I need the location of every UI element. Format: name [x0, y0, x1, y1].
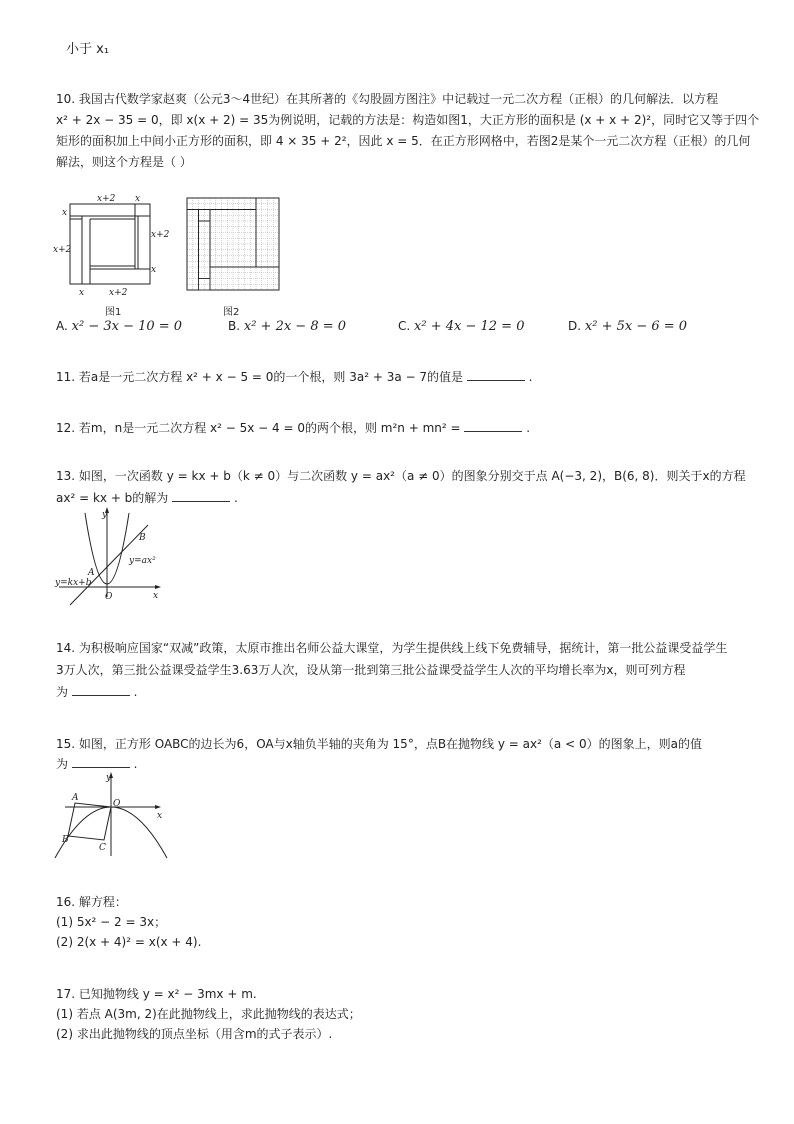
q13-period: .: [233, 491, 238, 505]
option-c-equation: x² + 4x − 12 = 0: [414, 319, 525, 334]
q14-line-3: [56, 682, 138, 702]
q11-answer-blank[interactable]: [467, 368, 525, 381]
q15-line-1: 15. 如图，正方形 OABC的边长为6，OA与x轴负半轴的夹角为 15°，点B在抛物线 y = ax²（a < 0）的图象上，则a的值: [56, 737, 702, 751]
q11-text: 11. 若a是一元二次方程 x² + x − 5 = 0的一个根，则 3a² + 3a − 7的值是: [56, 370, 464, 384]
q10-figure-2: [185, 196, 285, 321]
q16-part-1: (1) 5x² − 2 = 3x；: [56, 915, 167, 929]
q15-figure: [55, 770, 175, 860]
q15-point-b-label: B: [62, 835, 69, 845]
q17-title: 17. 已知抛物线 y = x² − 3mx + m.: [56, 987, 257, 1001]
q12-text: 12. 若m，n是一元二次方程 x² − 5x − 4 = 0的两个根，则 m²n + mn² =: [56, 421, 461, 435]
fig1-label-right-x2: x+2: [151, 230, 170, 240]
q13-line-label: y=kx+b: [55, 578, 92, 588]
fig1-label-top-x2: x+2: [97, 194, 116, 204]
q14-line-2: 3万人次，第三批公益课受益学生3.63万人次，设从第一批到第三批公益课受益学生人次的平均增长率为x，则可列方程: [56, 663, 686, 677]
option-b-letter: B.: [228, 319, 241, 333]
q14-answer-blank[interactable]: [72, 683, 130, 696]
q11: [56, 367, 533, 387]
q10-figure-1: [53, 190, 170, 320]
q12-period: .: [526, 421, 531, 435]
q13-text: ax² = kx + b的解为: [56, 491, 169, 505]
q13-figure: [55, 505, 165, 605]
q15-answer-blank[interactable]: [72, 755, 130, 768]
q12: [56, 418, 530, 438]
q13-origin-label: O: [105, 592, 113, 602]
option-d-equation: x² + 5x − 6 = 0: [584, 319, 688, 334]
q17-part-2: (2) 求出此抛物线的顶点坐标（用含m的式子表示）.: [56, 1027, 333, 1041]
option-d-letter: D.: [568, 319, 582, 333]
q15-text: 为: [56, 757, 69, 771]
q16-part-2: (2) 2(x + 4)² = x(x + 4).: [56, 935, 202, 949]
fig1-caption: 图1: [105, 307, 122, 318]
q13-answer-blank[interactable]: [172, 489, 230, 502]
fig1-label-left-x: x: [62, 208, 68, 218]
q13-x-axis-label: x: [153, 591, 159, 601]
option-b-equation: x² + 2x − 8 = 0: [243, 319, 347, 334]
q10-line-3: 矩形的面积加上中间小正方形的面积，即 4 × 35 + 2²，因此 x = 5．在正方形网格中，若图2是某个一元二次方程（正根）的几何: [56, 134, 751, 148]
q15-origin-label: O: [113, 799, 121, 809]
q10-line-1: 10. 我国古代数学家赵爽（公元3～4世纪）在其所著的《勾股圆方图注》中记载过一元二次方程（正根）的几何解法．以方程: [56, 92, 719, 106]
q13-point-b-label: B: [139, 533, 146, 543]
q14-text: 为: [56, 685, 69, 699]
option-a-letter: A.: [56, 319, 68, 333]
q10-line-2: x² + 2x − 35 = 0，即 x(x + 2) = 35为例说明，记载的方法是：构造如图1，大正方形的面积是 (x + x + 2)²，同时它又等于四个: [56, 113, 760, 127]
q13-point-a-label: A: [88, 568, 95, 578]
q15-point-c-label: C: [99, 843, 106, 853]
previous-question-tail: 小于 x₁: [66, 42, 110, 57]
option-c-letter: C.: [398, 319, 411, 333]
option-d[interactable]: [568, 316, 687, 337]
q13-line-1: 13. 如图，一次函数 y = kx + b（k ≠ 0）与二次函数 y = ax²（a ≠ 0）的图象分别交于点 A(−3, 2)，B(6, 8)．则关于x的方程: [56, 469, 746, 483]
q10-line-4: 解法，则这个方程是（ ）: [56, 155, 192, 169]
q13-y-axis-label: y: [102, 510, 108, 520]
fig1-label-bottom-x: x: [79, 288, 85, 298]
option-b[interactable]: [228, 316, 346, 337]
q15-y-axis-label: y: [106, 773, 112, 783]
q12-answer-blank[interactable]: [464, 419, 522, 432]
fig1-label-right-x: x: [151, 265, 157, 275]
q14-period: .: [133, 685, 138, 699]
fig1-label-top-x: x: [135, 194, 141, 204]
q15-point-a-label: A: [72, 793, 79, 803]
q15-period: .: [133, 757, 138, 771]
q13-parabola-label: y=ax²: [129, 556, 156, 566]
fig1-label-left-x2: x+2: [53, 245, 72, 255]
option-c[interactable]: [398, 316, 524, 337]
q15-x-axis-label: x: [157, 811, 163, 821]
q16-title: 16. 解方程：: [56, 895, 127, 909]
option-a[interactable]: [56, 316, 182, 337]
q14-line-1: 14. 为积极响应国家“双减”政策，太原市推出名师公益大课堂，为学生提供线上线下免费辅导，据统计，第一批公益课受益学生: [56, 641, 728, 655]
option-a-equation: x² − 3x − 10 = 0: [71, 319, 183, 334]
q17-part-1: (1) 若点 A(3m, 2)在此抛物线上，求此抛物线的表达式；: [56, 1007, 361, 1021]
q11-period: .: [528, 370, 533, 384]
fig2-caption: 图2: [223, 307, 240, 318]
fig1-label-bottom-x2: x+2: [109, 288, 128, 298]
